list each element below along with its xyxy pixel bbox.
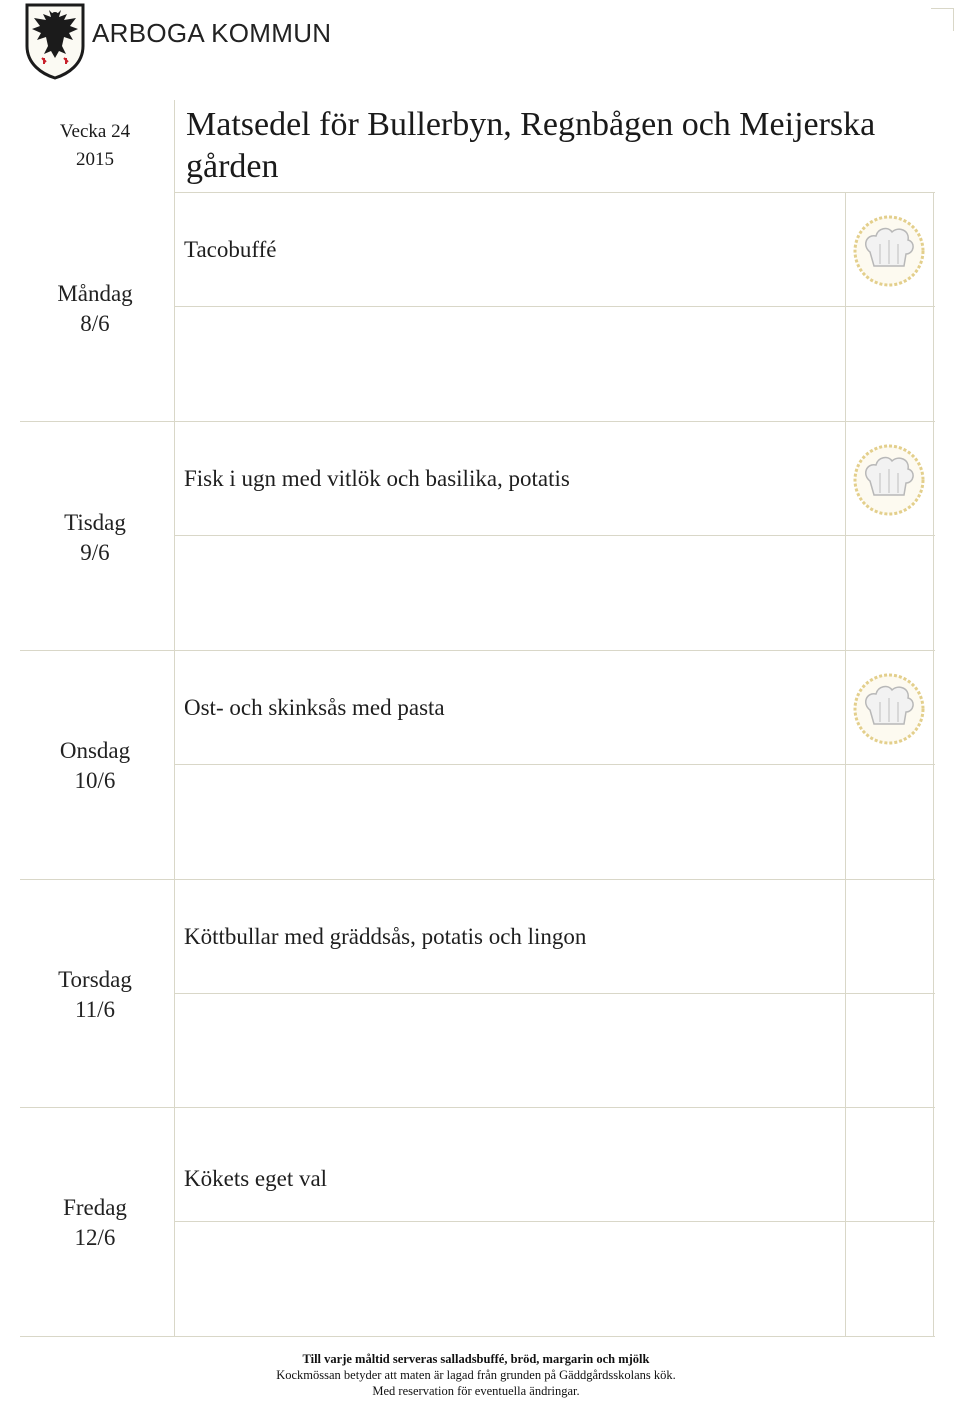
day-date: 9/6 — [80, 540, 110, 565]
chef-hat-icon — [852, 214, 926, 288]
week-label: Vecka 24 — [59, 121, 131, 142]
footer-line-3: Med reservation för eventuella ändringar. — [372, 1384, 580, 1398]
frame-corner-top-right — [931, 8, 954, 31]
year-label: 2015 — [76, 149, 114, 170]
meal-underline — [175, 306, 935, 307]
day-name: Fredag — [63, 1195, 127, 1220]
week-info — [20, 118, 170, 174]
meal-text: Ost- och skinksås med pasta — [184, 695, 445, 720]
header-rule — [175, 192, 935, 193]
bottom-rule — [20, 1336, 935, 1337]
meal-text: Kökets eget val — [184, 1166, 328, 1191]
footer-line-1: Till varje måltid serveras salladsbuffé, bröd, margarin och mjölk — [302, 1352, 650, 1366]
day-date: 8/6 — [80, 311, 110, 336]
day-separator — [20, 421, 935, 422]
day-name: Tisdag — [64, 510, 126, 535]
coat-of-arms-logo — [24, 2, 86, 80]
day-name: Torsdag — [58, 967, 132, 992]
day-separator — [20, 1107, 935, 1108]
column-divider — [174, 100, 175, 1336]
day-label — [20, 965, 170, 1025]
brand-name: ARBOGA KOMMUN — [92, 18, 332, 48]
day-label — [20, 736, 170, 796]
page-title: Matsedel för Bullerbyn, Regnbågen och Meijerska gården — [186, 106, 876, 185]
day-date: 11/6 — [74, 997, 116, 1022]
meal-text: Köttbullar med gräddsås, potatis och lingon — [184, 924, 587, 949]
meal-underline — [175, 993, 935, 994]
day-name: Onsdag — [59, 738, 131, 763]
day-separator — [20, 879, 935, 880]
day-label — [20, 1193, 170, 1253]
meal-underline — [175, 1221, 935, 1222]
day-label — [20, 279, 170, 339]
footer-line-2: Kockmössan betyder att maten är lagad från grunden på Gäddgårdsskolans kök. — [276, 1368, 676, 1382]
day-label — [20, 508, 170, 568]
day-date: 12/6 — [74, 1225, 116, 1250]
meal-text: Fisk i ugn med vitlök och basilika, potatis — [184, 466, 570, 491]
meal-underline — [175, 535, 935, 536]
meal-text: Tacobuffé — [184, 237, 277, 262]
chef-hat-icon — [852, 443, 926, 517]
day-date: 10/6 — [74, 768, 116, 793]
day-name: Måndag — [57, 281, 133, 306]
meal-underline — [175, 764, 935, 765]
day-separator — [20, 650, 935, 651]
chef-hat-icon — [852, 672, 926, 746]
